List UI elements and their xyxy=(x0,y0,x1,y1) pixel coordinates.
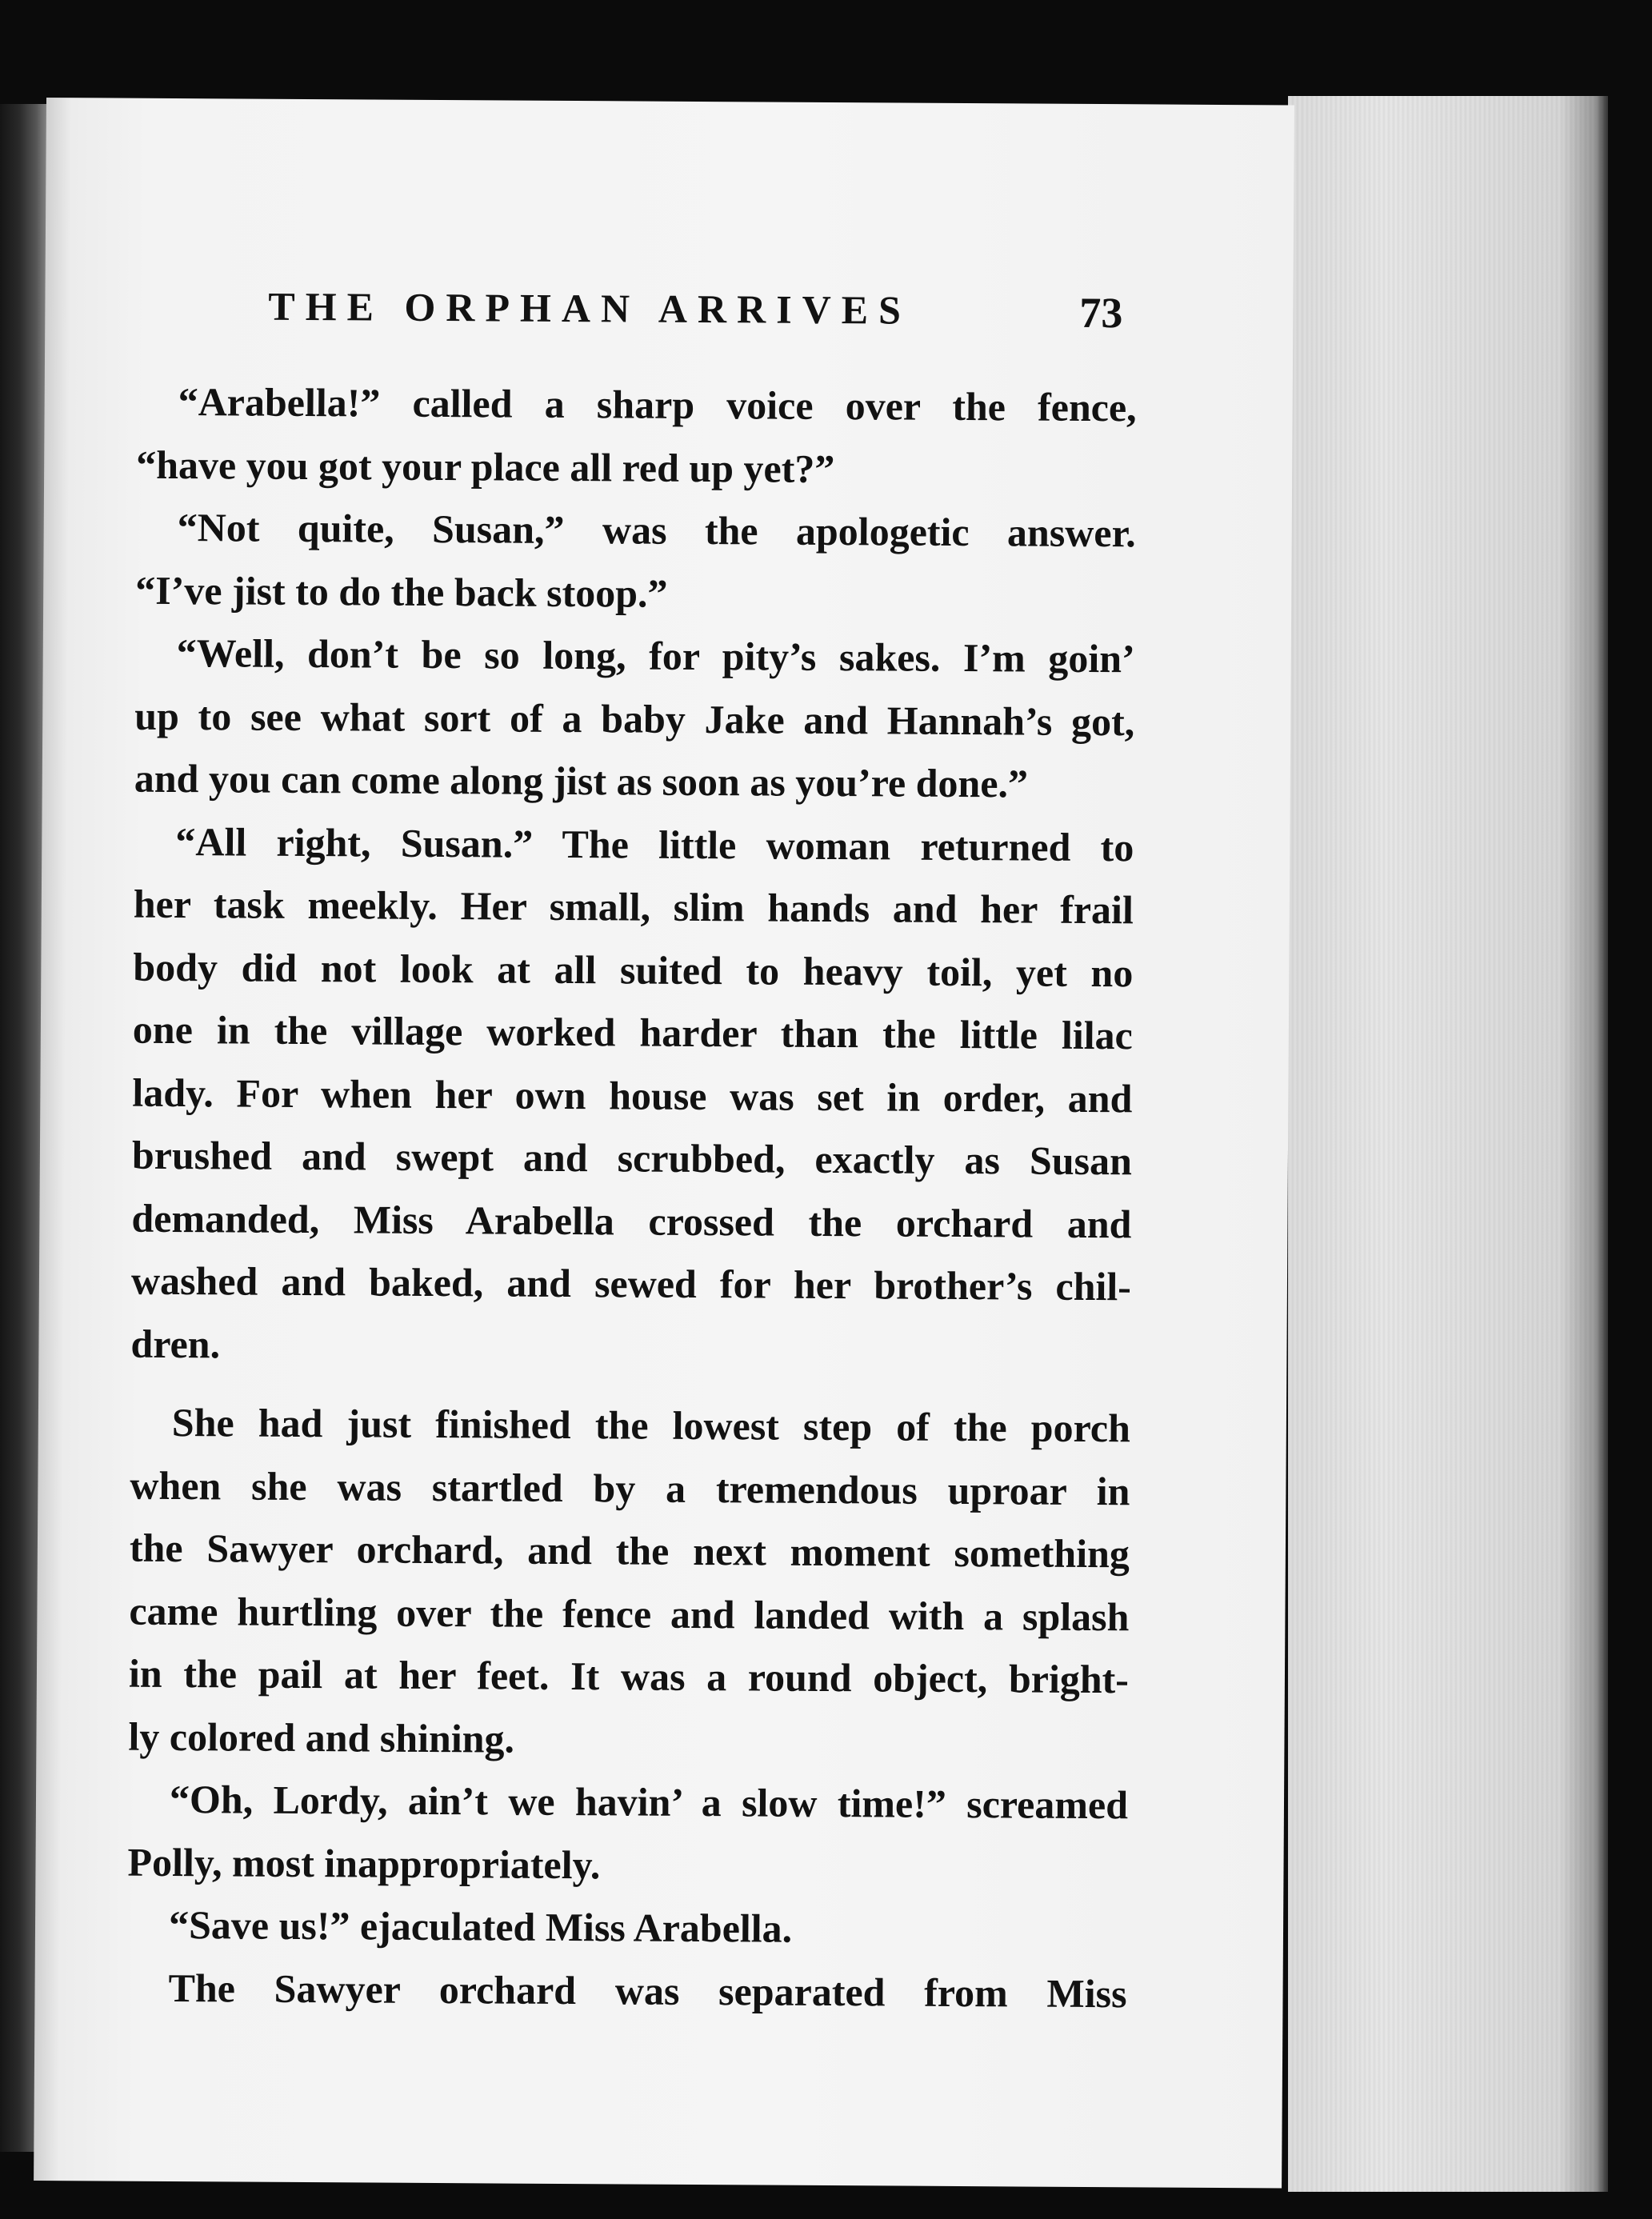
text-line: ly colored and shining. xyxy=(128,1713,515,1761)
text-line: “All right, Susan.” The little woman returned to xyxy=(175,818,1134,870)
text-line: and you can come along jist as soon as you’re done.” xyxy=(134,755,1029,806)
text-line: her task meekly. Her small, slim hands and her frail xyxy=(133,881,1134,933)
text-line: The Sawyer orchard was separated from Miss xyxy=(168,1965,1127,2016)
text-line: brushed and swept and scrubbed, exactly as Susan xyxy=(131,1132,1133,1184)
text-line: “Not quite, Susan,” was the apologetic answer. xyxy=(177,505,1136,556)
text-line: “Well, don’t be so long, for pity’s sakes. I’m goin’ xyxy=(176,630,1135,682)
text-line: “have you got your place all red up yet?” xyxy=(136,442,835,491)
text-line: in the pail at her feet. It was a round object, bright- xyxy=(128,1650,1130,1702)
text-line: body did not look at all suited to heavy toil, yet no xyxy=(133,944,1134,995)
text-line: came hurtling over the fence and landed with a splash xyxy=(129,1588,1130,1639)
page-content xyxy=(127,98,1138,2016)
text-line: dren. xyxy=(130,1321,221,1366)
text-line: “Save us!” ejaculated Miss Arabella. xyxy=(168,1901,793,1951)
text-line: “I’ve jist to do the back stoop.” xyxy=(135,567,668,616)
text-line: “Arabella!” called a sharp voice over the fence, xyxy=(178,379,1137,430)
text-line: washed and baked, and sewed for her brother’s chil- xyxy=(130,1257,1132,1309)
book-page xyxy=(34,98,1294,2188)
text-line: up to see what sort of a baby Jake and Hannah’s got, xyxy=(134,693,1135,744)
page-number: 73 xyxy=(1079,288,1123,338)
text-line: one in the village worked harder than the little lilac xyxy=(132,1006,1134,1058)
text-line: Polly, most inappropriately. xyxy=(127,1839,601,1887)
page-edges xyxy=(1288,96,1608,2192)
text-line: when she was startled by a tremendous uproar in xyxy=(130,1462,1130,1513)
running-head xyxy=(137,282,1137,353)
body-text xyxy=(126,370,1137,2025)
running-title: THE ORPHAN ARRIVES xyxy=(268,283,912,333)
text-line: demanded, Miss Arabella crossed the orchard and xyxy=(131,1195,1132,1246)
text-line: “Oh, Lordy, ain’t we havin’ a slow time!” screamed xyxy=(169,1776,1129,1828)
text-line: lady. For when her own house was set in order, and xyxy=(132,1070,1133,1121)
text-line: the Sawyer orchard, and the next moment something xyxy=(129,1525,1130,1577)
text-line: She had just finished the lowest step of the porch xyxy=(171,1399,1131,1451)
